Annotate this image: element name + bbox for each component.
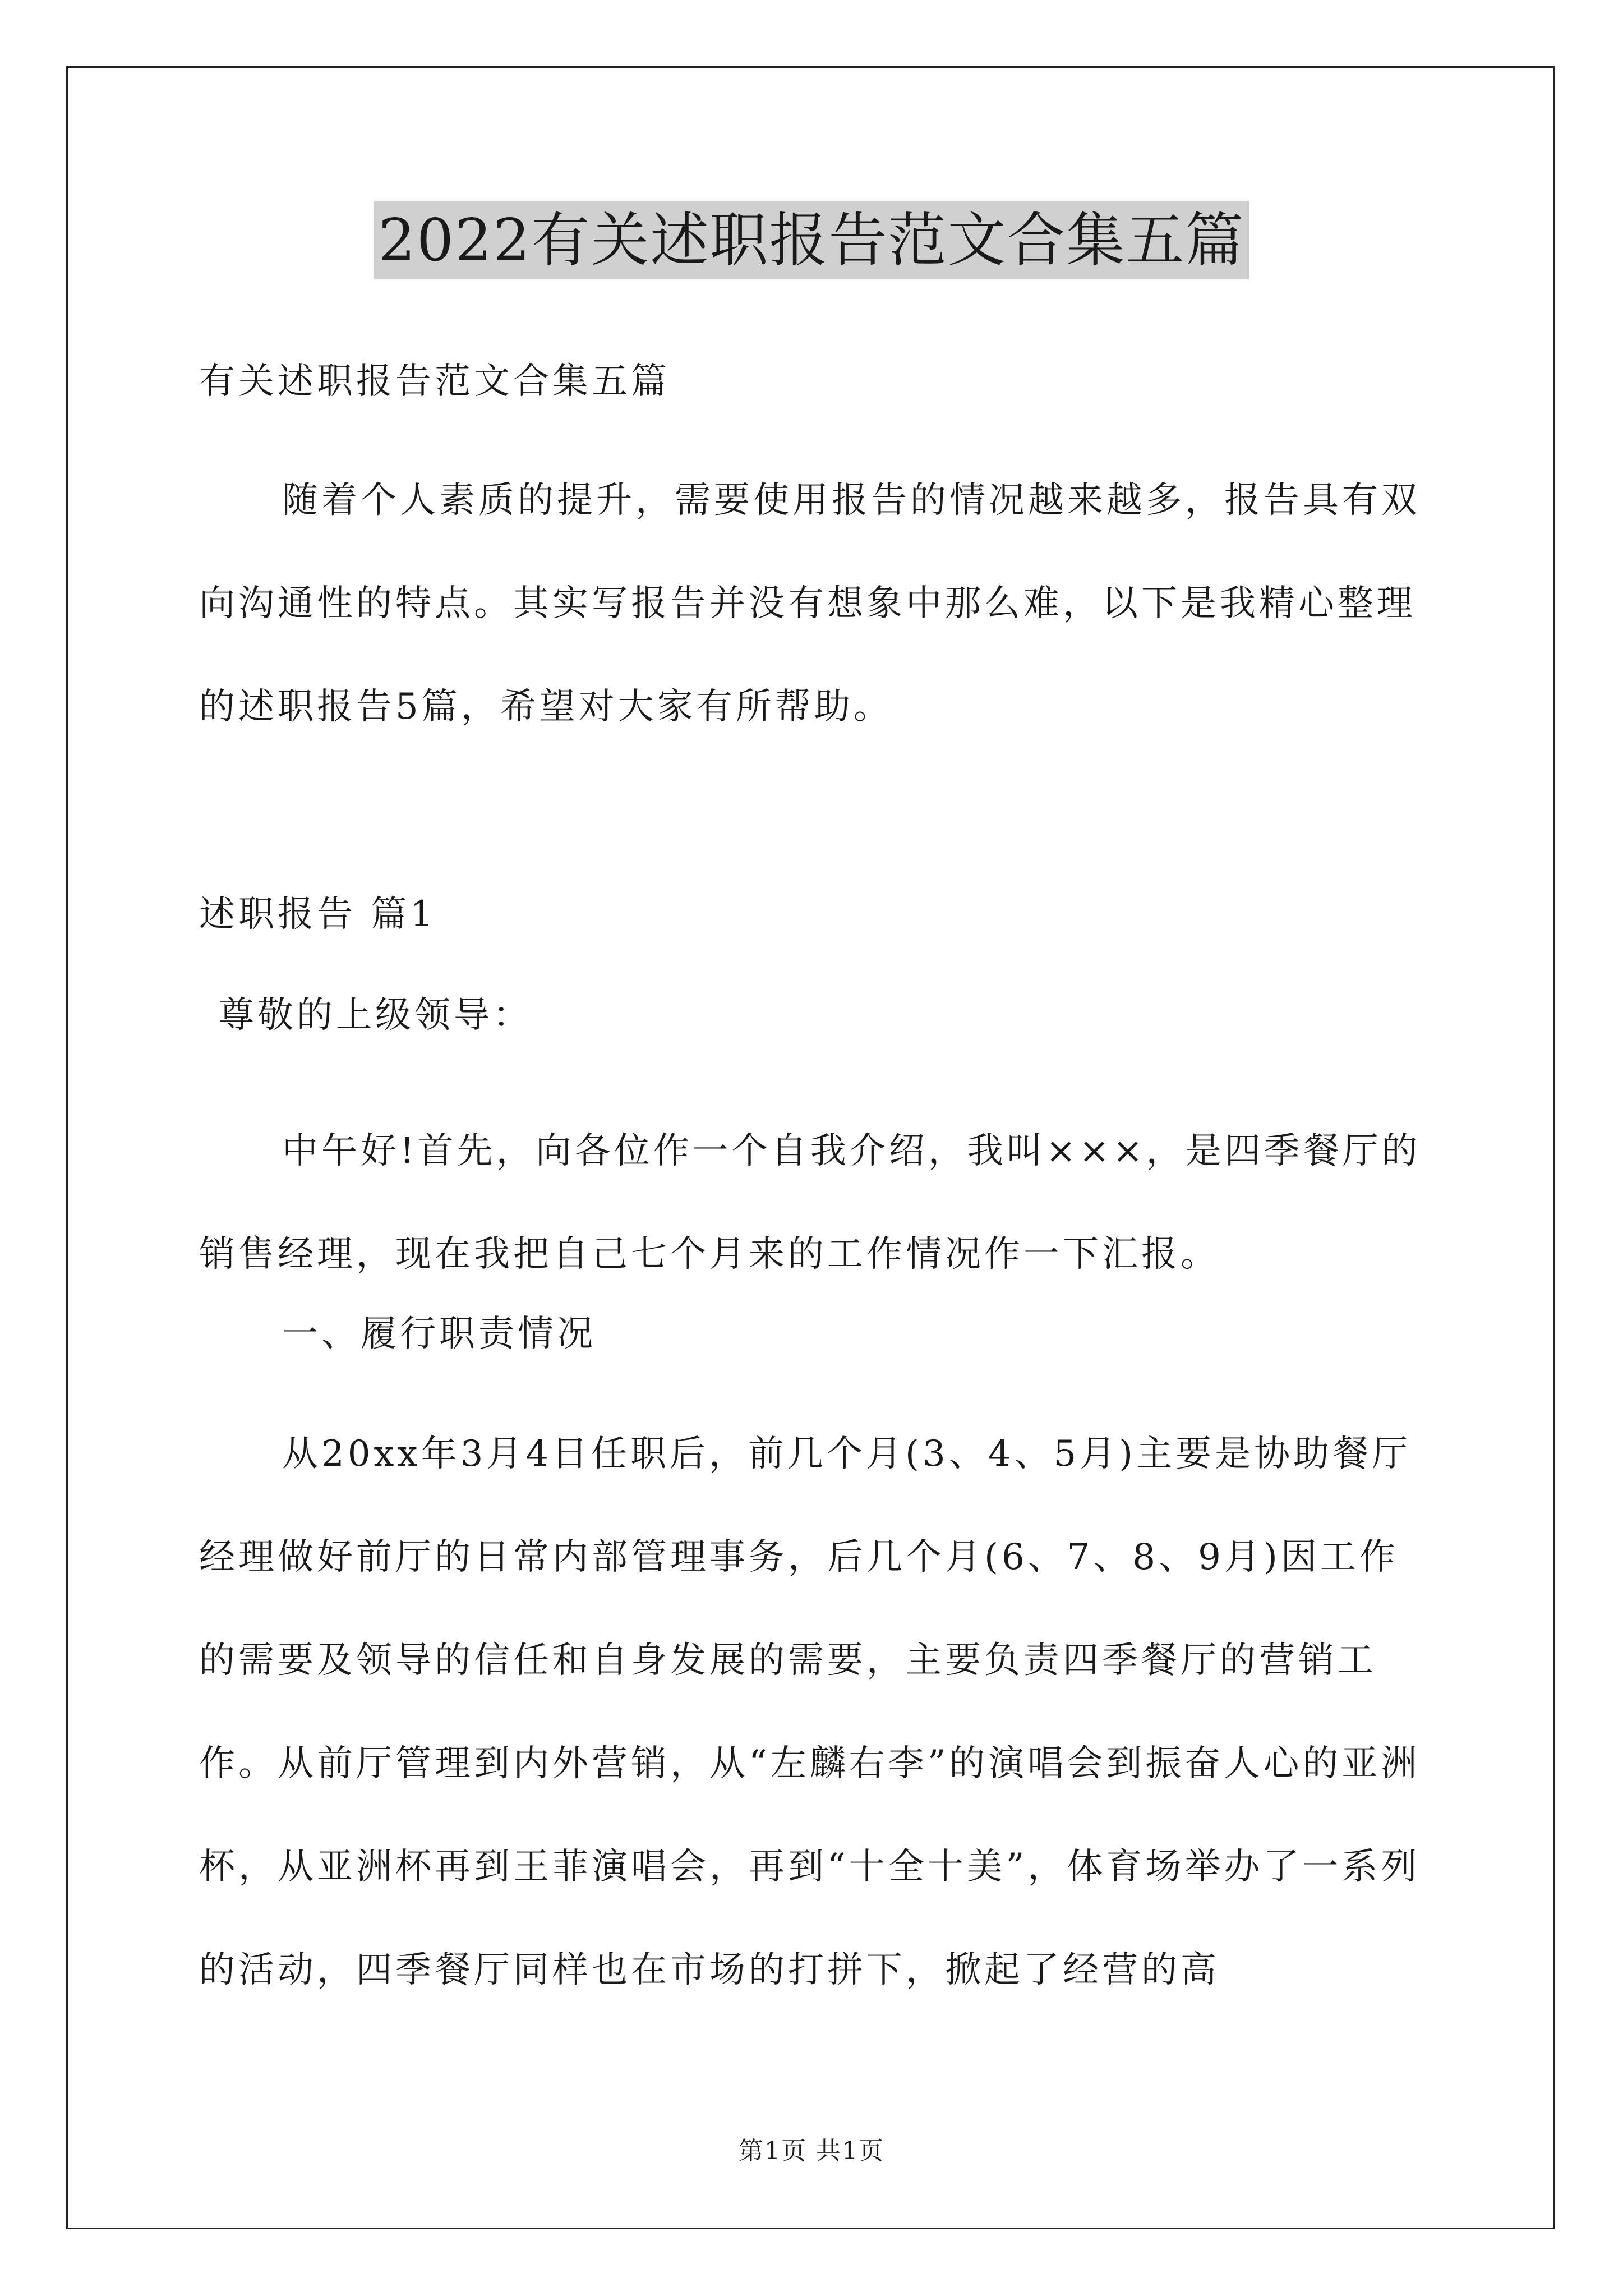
- section-heading: 述职报告 篇1: [199, 894, 437, 935]
- intro-paragraph: 随着个人素质的提升，需要使用报告的情况越来越多，报告具有双向沟通性的特点。其实写报告并没有想象中那么难，以下是我精心整理的述职报告5篇，希望对大家有所帮助。: [199, 480, 1421, 728]
- page-footer: 第1页 共1页: [739, 2137, 884, 2165]
- document-subtitle: 有关述职报告范文合集五篇: [199, 361, 670, 402]
- paragraph-2: 从20xx年3月4日任职后，前几个月(3、4、5月)主要是协助餐厅经理做好前厅的日常内部管理事务，后几个月(6、7、8、9月)因工作的需要及领导的信任和自身发展的需要，主要负责四季餐厅的营销工作。从前厅管理到内外营销，从“左麟右李”的演唱会到振奋人心的亚洲杯，从亚洲杯再到王菲演唱会，再到“十全十美”，体育场举办了一系列的活动，四季餐厅同样也在市场的打拼下，掀起了经营的高: [199, 1433, 1421, 1991]
- salutation: 尊敬的上级领导：: [218, 995, 532, 1036]
- document-title: 2022有关述职报告范文合集五篇: [374, 201, 1249, 279]
- paragraph-1: 中午好!首先，向各位作一个自我介绍，我叫×××，是四季餐厅的销售经理，现在我把自己七个月来的工作情况作一下汇报。: [199, 1130, 1421, 1275]
- title-container: [0, 201, 1623, 279]
- item-heading-1: 一、履行职责情况: [282, 1313, 596, 1355]
